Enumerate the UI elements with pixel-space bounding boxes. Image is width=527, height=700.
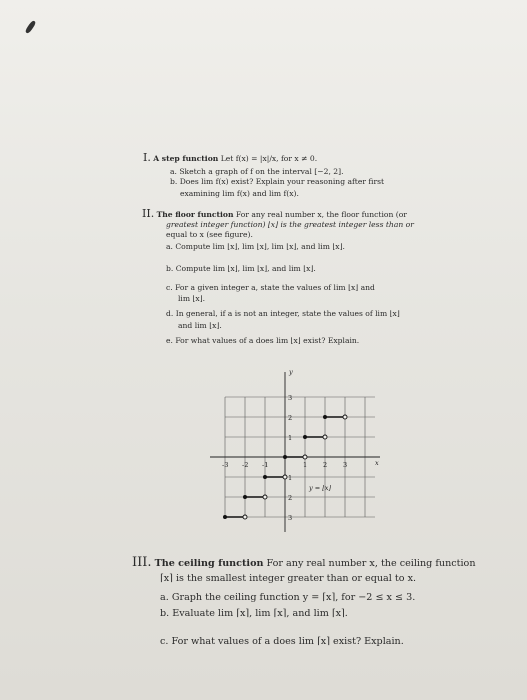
floor-function-graph [205, 362, 385, 537]
y-tick-neg3: 3 [288, 514, 293, 522]
problem-2-part-c: c. For a given integer a, state the values of lim ⌊x⌋ and [166, 283, 375, 292]
problem-1-part-b: b. Does lim f(x) exist? Explain your reasoning after first [170, 177, 385, 186]
problem-2-intro-2: greatest integer function) ⌊x⌋ is the greatest integer less than or [166, 220, 414, 229]
x-tick-1: 1 [303, 461, 308, 469]
open-endpoints [243, 415, 347, 519]
problem-2-part-c-cont: lim ⌊x⌋. [178, 294, 206, 303]
problem-1-part-b-cont: examining lim f(x) and lim f(x). [180, 189, 299, 198]
y-tick-3: 3 [288, 394, 293, 402]
problem-3-part-c: c. For what values of a does lim ⌈x⌉ exist? Explain. [160, 636, 404, 647]
x-tick-2: 2 [323, 461, 328, 469]
x-tick-neg3: -3 [222, 461, 229, 469]
problem-2-part-e: e. For what values of a does lim ⌊x⌋ exist? Explain. [166, 336, 360, 345]
problem-2-part-d: d. In general, if a is not an integer, state the values of lim ⌊x⌋ [166, 309, 400, 318]
x-tick-neg2: -2 [242, 461, 249, 469]
ink-mark [24, 20, 36, 34]
problem-2-intro-3: equal to x (see figure). [166, 230, 253, 239]
y-tick-neg2: 2 [288, 494, 293, 502]
problem-3-intro-2: ⌈x⌉ is the smallest integer greater than or equal to x. [160, 573, 417, 584]
problem-1-statement: Let f(x) = |x|/x, for x ≠ 0. [220, 154, 318, 163]
problem-2-part-b: b. Compute lim ⌊x⌋, lim ⌊x⌋, and lim ⌊x⌋. [166, 264, 316, 273]
y-tick-2: 2 [288, 414, 293, 422]
x-tick-3: 3 [343, 461, 348, 469]
problem-3-number: III. [132, 555, 152, 570]
problem-2-title: The floor function [156, 210, 234, 219]
problem-3-part-a: a. Graph the ceiling function y = ⌈x⌉, for −2 ≤ x ≤ 3. [160, 592, 416, 603]
problem-3-title: The ceiling function [154, 558, 264, 569]
problem-1-title: A step function [153, 154, 219, 163]
problem-2-part-a: a. Compute lim ⌊x⌋, lim ⌊x⌋, lim ⌊x⌋, and lim ⌊x⌋. [166, 242, 345, 251]
function-label: y = ⌊x⌋ [309, 484, 331, 492]
problem-2-number: II. [142, 207, 155, 220]
problem-3-part-b: b. Evaluate lim ⌈x⌉, lim ⌈x⌉, and lim ⌈x⌉. [160, 608, 348, 619]
problem-1-part-a: a. Sketch a graph of f on the interval [−2, 2]. [170, 167, 344, 176]
graph-axes [210, 372, 380, 532]
y-axis-label: y [289, 368, 293, 376]
closed-endpoints [223, 415, 327, 519]
problem-3-intro: For any real number x, the ceiling function [266, 558, 476, 569]
y-tick-1: 1 [288, 434, 293, 442]
y-tick-neg1: 1 [288, 474, 293, 482]
problem-1-number: I. [143, 151, 151, 164]
problem-2-part-d-cont: and lim ⌊x⌋. [178, 321, 222, 330]
problem-2-intro: For any real number x, the floor function (or [235, 210, 407, 219]
x-axis-label: x [375, 459, 379, 467]
x-tick-neg1: -1 [262, 461, 269, 469]
